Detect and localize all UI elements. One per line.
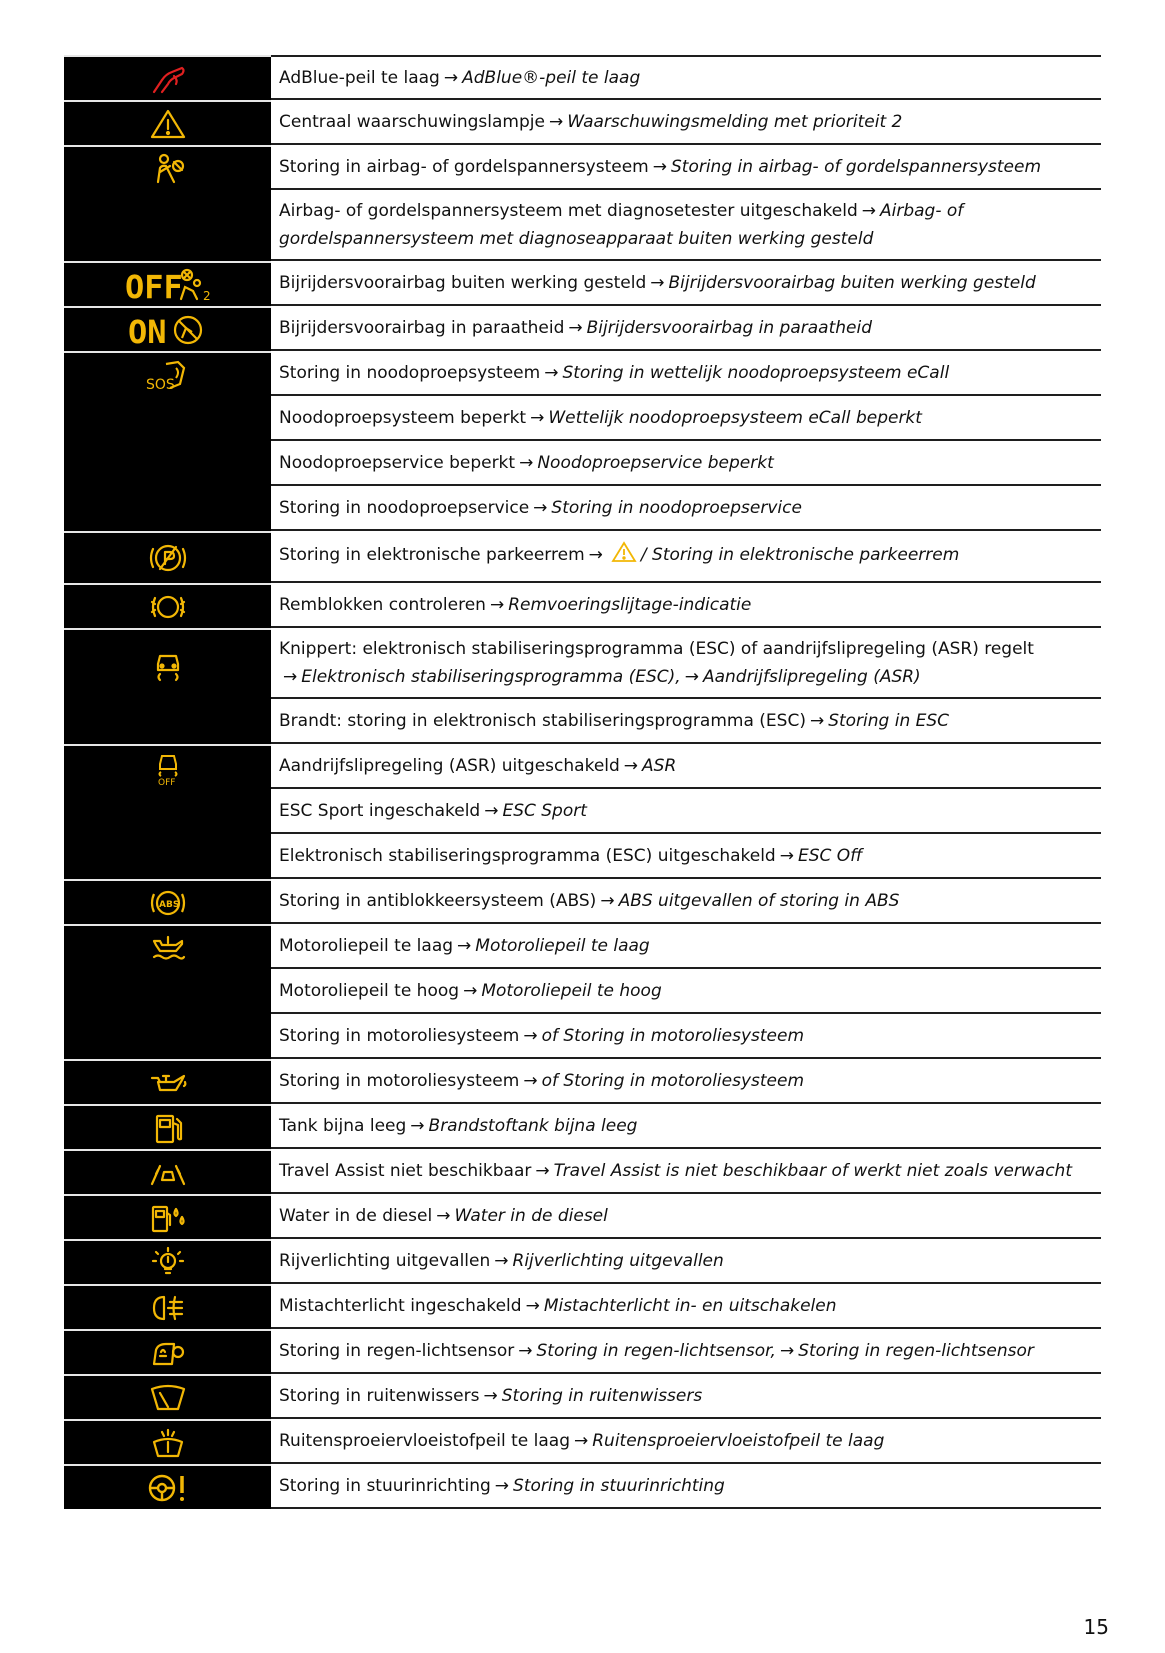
row-label: Rijverlichting uitgevallen xyxy=(279,1250,491,1271)
warning-triangle-icon xyxy=(148,107,188,141)
icon-cell xyxy=(64,1329,271,1374)
table-row xyxy=(64,1014,1101,1059)
row-label: ESC Sport ingeschakeld xyxy=(279,800,481,821)
description-cell xyxy=(271,969,1101,1014)
row-label: Travel Assist niet beschikbaar xyxy=(279,1160,532,1181)
reference-link[interactable]: of Storing in motoroliesysteem xyxy=(541,1070,805,1091)
reference-link[interactable]: Wettelijk noodoproepsysteem eCall beperkt xyxy=(548,407,922,428)
description-cell xyxy=(271,744,1101,789)
table-row xyxy=(64,261,1101,306)
row-label: Brandt: storing in elektronisch stabiliseringsprogramma (ESC) xyxy=(279,710,806,731)
description-cell xyxy=(271,1419,1101,1464)
description-cell xyxy=(271,1374,1101,1419)
table-row xyxy=(64,1284,1101,1329)
description-cell xyxy=(271,100,1101,145)
table-row xyxy=(64,834,1101,879)
description-cell xyxy=(271,396,1101,441)
arrow-icon: → xyxy=(652,156,667,177)
row-label: Noodoproepsysteem beperkt xyxy=(279,407,527,428)
arrow-icon: → xyxy=(544,362,559,383)
reference-link[interactable]: Bijrijdersvoorairbag buiten werking gesteld xyxy=(668,272,1036,293)
description-cell xyxy=(271,190,1101,261)
reference-link[interactable]: Travel Assist is niet beschikbaar of werkt niet zoals verwacht xyxy=(553,1160,1072,1181)
arrow-icon: → xyxy=(523,1070,538,1091)
page-number: 15 xyxy=(1083,1615,1109,1639)
icon-cell xyxy=(64,1374,271,1419)
icon-cell xyxy=(64,1149,271,1194)
icon-cell xyxy=(64,351,271,396)
icon-text: ON xyxy=(127,312,167,348)
arrow-icon: → xyxy=(809,710,825,731)
arrow-icon: → xyxy=(574,1430,589,1451)
arrow-icon: → xyxy=(518,1340,533,1361)
row-label: Centraal waarschuwingslampje xyxy=(279,111,545,132)
table-row xyxy=(64,190,1101,261)
reference-link[interactable]: Storing in regen-lichtsensor xyxy=(798,1340,1034,1361)
steering-fault-icon xyxy=(146,1471,190,1505)
reference-link[interactable]: Noodoproepservice beperkt xyxy=(537,452,774,473)
table-row xyxy=(64,1329,1101,1374)
table-row xyxy=(64,583,1101,628)
table-row xyxy=(64,969,1101,1014)
reference-link[interactable]: Storing in stuurinrichting xyxy=(513,1475,725,1496)
icon-cell xyxy=(64,486,271,531)
table-row xyxy=(64,441,1101,486)
table-row xyxy=(64,1194,1101,1239)
icon-cell xyxy=(64,924,271,969)
arrow-icon: → xyxy=(283,666,298,687)
description-cell xyxy=(271,834,1101,879)
row-label: Storing in airbag- of gordelspannersysteem xyxy=(279,156,649,177)
reference-link[interactable]: Ruitensproeiervloeistofpeil te laag xyxy=(592,1430,885,1451)
table-row xyxy=(64,744,1101,789)
description-cell xyxy=(271,1464,1101,1509)
row-label: Storing in noodoproepservice xyxy=(279,497,530,518)
row-label: Storing in regen-lichtsensor xyxy=(279,1340,515,1361)
table-row xyxy=(64,1059,1101,1104)
bulb-fault-icon xyxy=(148,1246,188,1280)
row-label: Motoroliepeil te hoog xyxy=(279,980,460,1001)
abs-icon xyxy=(148,886,188,920)
reference-link[interactable]: Motoroliepeil te hoog xyxy=(481,980,662,1001)
reference-link[interactable]: Storing in airbag- of gordelspannersysteem xyxy=(670,156,1042,177)
table-row xyxy=(64,1104,1101,1149)
description-cell xyxy=(271,261,1101,306)
airbag-icon xyxy=(148,152,188,186)
icon-cell xyxy=(64,306,271,351)
row-label: Water in de diesel xyxy=(279,1205,433,1226)
arrow-icon: → xyxy=(535,1160,550,1181)
passenger-airbag-on-icon xyxy=(128,312,208,348)
reference-link[interactable]: Storing in noodoproepservice xyxy=(551,497,802,518)
description-cell xyxy=(271,1194,1101,1239)
rear-fog-light-icon xyxy=(148,1291,188,1325)
description-cell xyxy=(271,306,1101,351)
esc-icon xyxy=(148,648,188,682)
travel-assist-icon xyxy=(148,1156,188,1190)
arrow-icon: → xyxy=(489,594,505,615)
arrow-icon: → xyxy=(861,200,876,221)
reference-link[interactable]: Mistachterlicht in- en uitschakelen xyxy=(543,1295,837,1316)
water-in-diesel-icon xyxy=(148,1201,188,1235)
reference-link[interactable]: Water in de diesel xyxy=(454,1205,608,1226)
icon-cell xyxy=(64,145,271,190)
description-cell xyxy=(271,1239,1101,1284)
icon-cell xyxy=(64,100,271,145)
description-cell xyxy=(271,1149,1101,1194)
row-label: Storing in stuurinrichting xyxy=(279,1475,491,1496)
description-cell xyxy=(271,879,1101,924)
arrow-icon: → xyxy=(519,452,534,473)
row-label: Storing in motoroliesysteem xyxy=(279,1070,520,1091)
row-label: Airbag- of gordelspannersysteem met diagnosetester uitgeschakeld xyxy=(279,200,858,221)
table-row xyxy=(64,699,1101,744)
arrow-icon: → xyxy=(779,845,794,866)
icon-cell xyxy=(64,1104,271,1149)
icon-cell xyxy=(64,699,271,744)
row-label: Motoroliepeil te laag xyxy=(279,935,454,956)
icon-text: SOS xyxy=(145,376,175,392)
description-cell xyxy=(271,1104,1101,1149)
icon-cell xyxy=(64,969,271,1014)
table-row xyxy=(64,1149,1101,1194)
icon-cell xyxy=(64,1239,271,1284)
arrow-icon: → xyxy=(600,890,615,911)
arrow-icon: → xyxy=(494,1250,509,1271)
description-cell xyxy=(271,1329,1101,1374)
row-label: Aandrijfslipregeling (ASR) uitgeschakeld xyxy=(279,755,620,776)
row-label: Storing in antiblokkeersysteem (ABS) xyxy=(279,890,597,911)
passenger-airbag-off-icon xyxy=(125,267,211,303)
icon-text: OFF xyxy=(124,267,183,303)
icon-cell xyxy=(64,441,271,486)
icon-text: OFF xyxy=(157,777,175,786)
row-label: Storing in ruitenwissers xyxy=(279,1385,480,1406)
row-label: Mistachterlicht ingeschakeld xyxy=(279,1295,522,1316)
esc-off-icon xyxy=(148,750,188,786)
icon-cell xyxy=(64,1419,271,1464)
row-label: Storing in noodoproepsysteem xyxy=(279,362,541,383)
adblue-icon xyxy=(148,62,188,96)
table-row xyxy=(64,306,1101,351)
wiper-icon xyxy=(148,1381,188,1415)
reference-link[interactable]: Waarschuwingsmelding met prioriteit 2 xyxy=(567,111,903,132)
row-label: Bijrijdersvoorairbag buiten werking gesteld xyxy=(279,272,647,293)
table-row xyxy=(64,1419,1101,1464)
reference-link[interactable]: Storing in regen-lichtsensor, xyxy=(536,1340,776,1361)
arrow-icon: → xyxy=(779,1340,795,1361)
description-cell xyxy=(271,531,1101,583)
reference-link[interactable]: Elektronisch stabiliseringsprogramma (ESC), xyxy=(301,666,681,687)
description-cell xyxy=(271,789,1101,834)
table-row xyxy=(64,486,1101,531)
table-row xyxy=(64,351,1101,396)
table-row xyxy=(64,55,1101,100)
table-row xyxy=(64,1464,1101,1509)
description-cell xyxy=(271,699,1101,744)
reference-link[interactable]: Motoroliepeil te laag xyxy=(475,935,650,956)
arrow-icon: → xyxy=(463,980,478,1001)
reference-link[interactable]: ASR xyxy=(642,755,677,776)
icon-cell xyxy=(64,55,271,100)
arrow-icon: → xyxy=(588,544,603,565)
arrow-icon: → xyxy=(436,1205,451,1226)
table-row xyxy=(64,145,1101,190)
reference-link[interactable]: Remvoeringslijtage-indicatie xyxy=(508,594,752,615)
reference-link[interactable]: Rijverlichting uitgevallen xyxy=(512,1250,724,1271)
row-label: Bijrijdersvoorairbag in paraatheid xyxy=(279,317,565,338)
arrow-icon: → xyxy=(494,1475,510,1496)
reference-link[interactable]: Bijrijdersvoorairbag in paraatheid xyxy=(586,317,872,338)
arrow-icon: → xyxy=(650,272,665,293)
description-cell xyxy=(271,1014,1101,1059)
icon-cell xyxy=(64,583,271,628)
reference-link[interactable]: ESC Sport xyxy=(502,800,587,821)
icon-text: ABS xyxy=(158,899,179,910)
reference-link[interactable]: of Storing in motoroliesysteem xyxy=(541,1025,805,1046)
description-cell xyxy=(271,1059,1101,1104)
icon-cell xyxy=(64,1464,271,1509)
fuel-pump-icon xyxy=(148,1111,188,1145)
arrow-icon: → xyxy=(483,1385,498,1406)
arrow-icon: → xyxy=(530,407,545,428)
row-label: Storing in motoroliesysteem xyxy=(279,1025,520,1046)
description-cell xyxy=(271,1284,1101,1329)
table-row xyxy=(64,531,1101,583)
row-label: Remblokken controleren xyxy=(279,594,486,615)
table-row xyxy=(64,628,1101,699)
arrow-icon: → xyxy=(484,800,499,821)
icon-cell xyxy=(64,628,271,699)
description-cell xyxy=(271,145,1101,190)
icon-cell xyxy=(64,190,271,261)
reference-link[interactable]: / Storing in elektronische parkeerrem xyxy=(640,544,960,565)
reference-link[interactable]: Storing in wettelijk noodoproepsysteem eCall xyxy=(562,362,950,383)
arrow-icon: → xyxy=(623,755,639,776)
table-row xyxy=(64,789,1101,834)
arrow-icon: → xyxy=(443,67,459,88)
row-label: Knippert: elektronisch stabiliseringsprogramma (ESC) of aandrijfslipregeling (ASR) regelt xyxy=(279,638,1034,659)
table-row xyxy=(64,1374,1101,1419)
reference-link[interactable]: Airbag- of gordelspannersysteem met diagnoseapparaat buiten werking gesteld xyxy=(279,200,964,249)
reference-link[interactable]: Brandstoftank bijna leeg xyxy=(428,1115,638,1136)
icon-cell xyxy=(64,396,271,441)
sos-icon xyxy=(146,358,190,392)
arrow-icon: → xyxy=(457,935,472,956)
description-cell xyxy=(271,55,1101,100)
arrow-icon: → xyxy=(523,1025,538,1046)
warning-triangle-icon xyxy=(611,541,637,572)
arrow-icon: → xyxy=(548,111,564,132)
icon-cell xyxy=(64,261,271,306)
rain-light-sensor-icon xyxy=(148,1336,188,1370)
reference-link[interactable]: ABS uitgevallen of storing in ABS xyxy=(618,890,900,911)
arrow-icon: → xyxy=(525,1295,540,1316)
reference-link[interactable]: AdBlue®-peil te laag xyxy=(462,67,641,88)
washer-fluid-icon xyxy=(148,1426,188,1460)
row-label: Noodoproepservice beperkt xyxy=(279,452,516,473)
arrow-icon: → xyxy=(568,317,583,338)
row-label: Tank bijna leeg xyxy=(279,1115,407,1136)
row-label: Ruitensproeiervloeistofpeil te laag xyxy=(279,1430,570,1451)
icon-cell xyxy=(64,1014,271,1059)
description-cell xyxy=(271,924,1101,969)
table-row xyxy=(64,100,1101,145)
oil-can-icon xyxy=(148,1066,188,1100)
oil-level-icon xyxy=(148,931,188,965)
description-cell xyxy=(271,628,1101,699)
brake-pad-icon xyxy=(148,590,188,624)
description-cell xyxy=(271,583,1101,628)
icon-cell xyxy=(64,789,271,834)
icon-cell xyxy=(64,879,271,924)
reference-link[interactable]: Aandrijfslipregeling (ASR) xyxy=(702,666,921,687)
row-label: Storing in elektronische parkeerrem xyxy=(279,544,585,565)
icon-cell xyxy=(64,531,271,583)
icon-cell xyxy=(64,834,271,879)
svg-text:2: 2 xyxy=(202,288,211,303)
table-row xyxy=(64,879,1101,924)
description-cell xyxy=(271,441,1101,486)
icon-cell xyxy=(64,1284,271,1329)
table-row xyxy=(64,396,1101,441)
icon-cell xyxy=(64,1059,271,1104)
reference-link[interactable]: ESC Off xyxy=(797,845,863,866)
parking-brake-fault-icon xyxy=(148,541,188,575)
description-cell xyxy=(271,351,1101,396)
warning-lights-table xyxy=(64,55,1101,1509)
icon-cell xyxy=(64,1194,271,1239)
table-row xyxy=(64,1239,1101,1284)
table-row xyxy=(64,924,1101,969)
arrow-icon: → xyxy=(533,497,548,518)
description-cell xyxy=(271,486,1101,531)
row-label: AdBlue-peil te laag xyxy=(279,67,440,88)
arrow-icon: → xyxy=(684,666,699,687)
row-label: Elektronisch stabiliseringsprogramma (ESC) uitgeschakeld xyxy=(279,845,776,866)
reference-link[interactable]: Storing in ESC xyxy=(828,710,950,731)
reference-link[interactable]: Storing in ruitenwissers xyxy=(501,1385,703,1406)
icon-cell xyxy=(64,744,271,789)
arrow-icon: → xyxy=(410,1115,425,1136)
